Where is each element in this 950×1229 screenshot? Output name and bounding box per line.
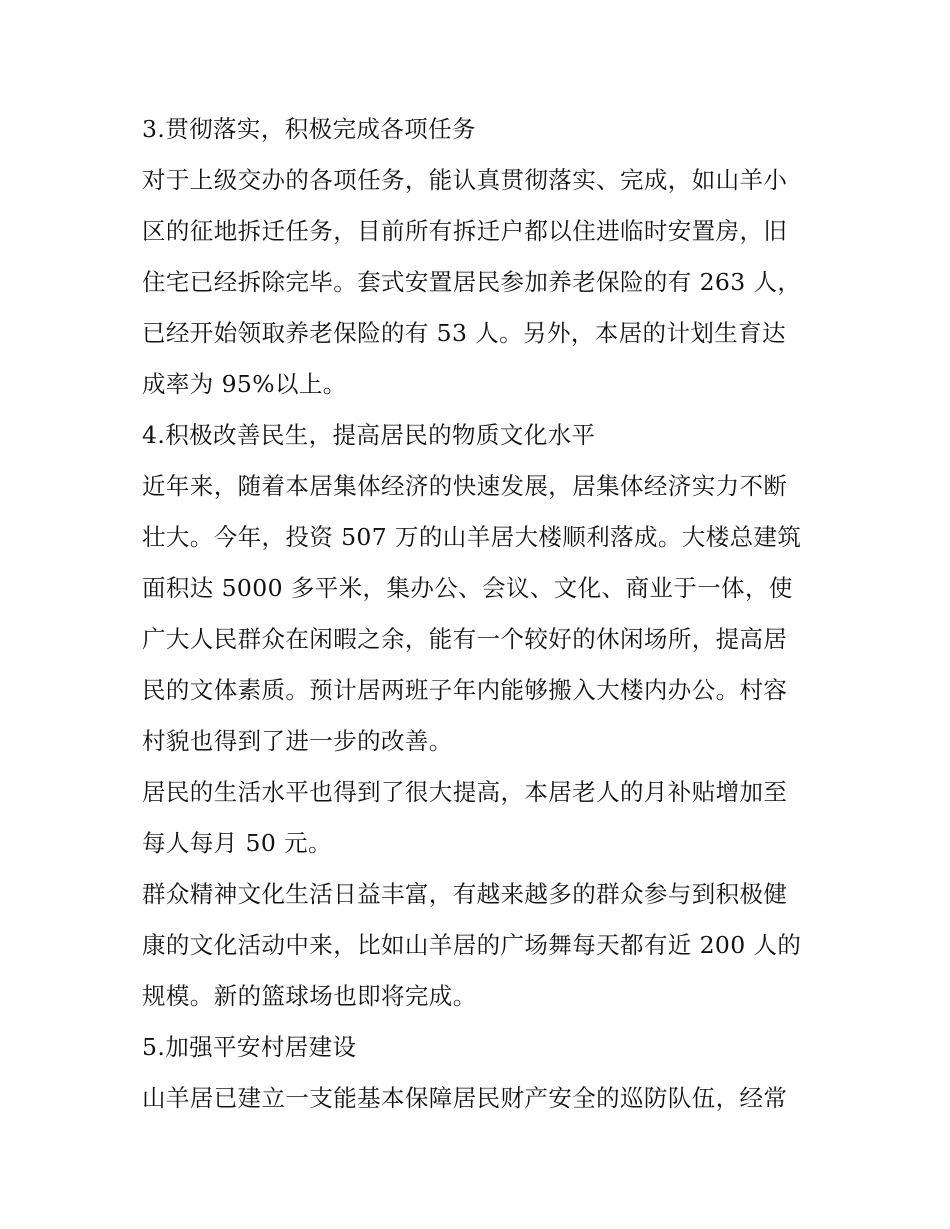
body-text-line: 住宅已经拆除完毕。套式安置居民参加养老保险的有 263 人， bbox=[142, 268, 802, 296]
body-text-line: 群众精神文化生活日益丰富，有越来越多的群众参与到积极健 bbox=[142, 880, 788, 908]
body-text-line: 村貌也得到了进一步的改善。 bbox=[142, 727, 453, 755]
body-text-line: 康的文化活动中来，比如山羊居的广场舞每天都有近 200 人的 bbox=[142, 931, 802, 959]
section-heading-4: 4.积极改善民生，提高居民的物质文化水平 bbox=[142, 421, 596, 449]
body-text-line: 已经开始领取养老保险的有 53 人。另外，本居的计划生育达 bbox=[142, 319, 786, 347]
body-text-line: 近年来，随着本居集体经济的快速发展，居集体经济实力不断 bbox=[142, 472, 788, 500]
body-text-line: 居民的生活水平也得到了很大提高，本居老人的月补贴增加至 bbox=[142, 778, 788, 806]
body-text-line: 成率为 95%以上。 bbox=[142, 370, 347, 398]
body-text-line: 民的文体素质。预计居两班子年内能够搬入大楼内办公。村容 bbox=[142, 676, 788, 704]
body-text-line: 广大人民群众在闲暇之余，能有一个较好的休闲场所，提高居 bbox=[142, 625, 788, 653]
body-text-line: 区的征地拆迁任务，目前所有拆迁户都以住进临时安置房，旧 bbox=[142, 217, 788, 245]
body-text-line: 面积达 5000 多平米，集办公、会议、文化、商业于一体，使 bbox=[142, 574, 793, 602]
body-text-line: 山羊居已建立一支能基本保障居民财产安全的巡防队伍，经常 bbox=[142, 1084, 788, 1112]
section-heading-3: 3.贯彻落实，积极完成各项任务 bbox=[142, 115, 476, 143]
body-text-line: 壮大。今年，投资 507 万的山羊居大楼顺利落成。大楼总建筑 bbox=[142, 523, 802, 551]
body-text-line: 规模。新的篮球场也即将完成。 bbox=[142, 982, 477, 1010]
body-text-line: 对于上级交办的各项任务，能认真贯彻落实、完成，如山羊小 bbox=[142, 166, 788, 194]
section-heading-5: 5.加强平安村居建设 bbox=[142, 1033, 357, 1061]
body-text-line: 每人每月 50 元。 bbox=[142, 829, 332, 857]
